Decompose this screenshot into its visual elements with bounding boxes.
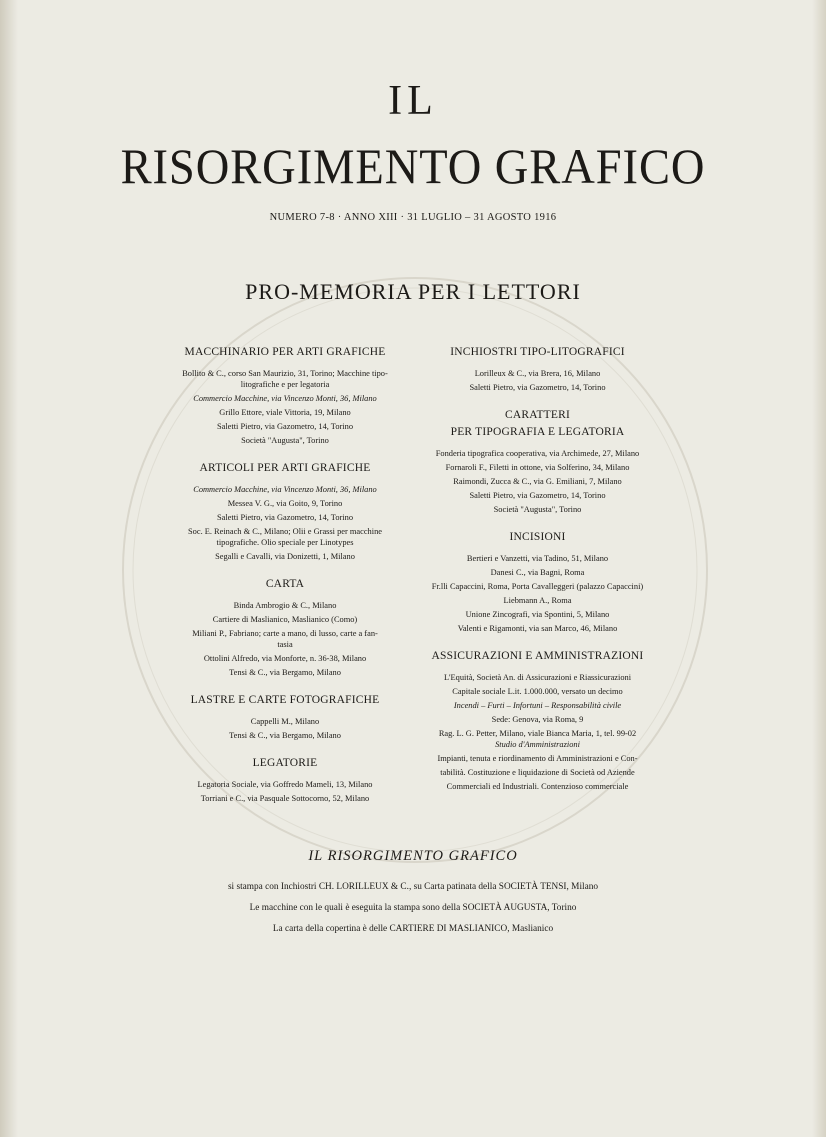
entry: Tensi & C., via Bergamo, Milano xyxy=(229,731,341,740)
entry: Fr.lli Capaccini, Roma, Porta Cavalleggeri (palazzo Capaccini) xyxy=(431,582,644,591)
entry: Messea V. G., via Goito, 9, Torino xyxy=(227,499,343,508)
entry: Torriani e C., via Pasquale Sottocorno, 52, Milano xyxy=(200,794,370,803)
entry: Cartiere di Maslianico, Maslianico (Como) xyxy=(212,615,358,624)
imprint-title: IL RISORGIMENTO GRAFICO xyxy=(308,848,518,864)
entry: Binda Ambrogio & C., Milano xyxy=(233,601,337,610)
entry: Fornaroli F., Filetti in ottone, via Solferino, 34, Milano xyxy=(445,463,630,472)
entry: Bertieri e Vanzetti, via Tadino, 51, Milano xyxy=(466,554,609,563)
entry: Soc. E. Reinach & C., Milano; Olii e Grassi per macchine xyxy=(188,527,382,536)
section-heading: ARTICOLI PER ARTI GRAFICHE xyxy=(199,462,371,474)
entry: Saletti Pietro, via Gazometro, 14, Torino xyxy=(469,383,606,392)
entry: Legatoria Sociale, via Goffredo Mameli, 13, Milano xyxy=(197,780,373,789)
entry: Miliani P., Fabriano; carte a mano, di lusso, carte a fan- xyxy=(192,629,378,638)
entry: Grillo Ettore, viale Vittoria, 19, Milano xyxy=(219,408,351,417)
entry: Bollito & C., corso San Maurizio, 31, Torino; Macchine tipo- xyxy=(182,369,388,378)
entry: Saletti Pietro, via Gazometro, 14, Torino xyxy=(216,422,354,431)
entry: tipografiche. Olio speciale per Linotypes xyxy=(216,538,354,547)
entry: Valenti e Rigamonti, via san Marco, 46, Milano xyxy=(457,624,618,633)
entry: Commercio Macchine, via Vincenzo Monti, 36, Milano xyxy=(193,485,377,494)
page-edge-left xyxy=(0,0,18,1137)
right-column xyxy=(405,345,670,794)
colophon-line: si stampa con Inchiostri CH. LORILLEUX & C., su Carta patinata della SOCIETÀ TENSI, Milano xyxy=(227,882,599,892)
section-heading: INCISIONI xyxy=(509,531,566,543)
entry: Danesi C., via Bagni, Roma xyxy=(490,568,585,577)
entry: Commerciali ed Industriali. Contenzioso commerciale xyxy=(446,782,629,791)
section-heading: LASTRE E CARTE FOTOGRAFICHE xyxy=(190,694,380,706)
entry: Segalli e Cavalli, via Donizetti, 1, Milano xyxy=(215,552,355,561)
entry: Impianti, tenuta e riordinamento di Amministrazioni e Con- xyxy=(437,754,638,763)
entry: Rag. L. G. Petter, Milano, viale Bianca Maria, 1, tel. 99-02 xyxy=(438,729,637,738)
issue-line: NUMERO 7-8 · ANNO XIII · 31 LUGLIO – 31 AGOSTO 1916 xyxy=(269,212,557,223)
title-article: IL xyxy=(388,78,438,124)
section-heading: MACCHINARIO PER ARTI GRAFICHE xyxy=(184,346,386,358)
entry: Raimondi, Zucca & C., via G. Emiliani, 7, Milano xyxy=(453,477,622,486)
colophon-line: La carta della copertina è delle CARTIERE DI MASLIANICO, Maslianico xyxy=(272,924,554,934)
page-edge-right xyxy=(812,0,826,1137)
entry: Commercio Macchine, via Vincenzo Monti, 36, Milano xyxy=(193,394,377,403)
entry: Sede: Genova, via Roma, 9 xyxy=(491,715,584,724)
entry: Fonderia tipografica cooperativa, via Archimede, 27, Milano xyxy=(435,449,640,458)
entry: Società "Augusta", Torino xyxy=(493,505,582,514)
entry: Saletti Pietro, via Gazometro, 14, Torino xyxy=(216,513,354,522)
entry: litografiche e per legatoria xyxy=(240,380,330,389)
entry: Tensi & C., via Bergamo, Milano xyxy=(229,668,341,677)
colophon-line: Le macchine con le quali è eseguita la stampa sono della SOCIETÀ AUGUSTA, Torino xyxy=(249,903,577,913)
section-heading: LEGATORIE xyxy=(252,757,318,769)
section-heading: ASSICURAZIONI E AMMINISTRAZIONI xyxy=(431,650,644,662)
entry: Ottolini Alfredo, via Monforte, n. 36-38, Milano xyxy=(203,654,367,663)
promemoria-heading: PRO-MEMORIA PER I LETTORI xyxy=(245,279,581,304)
entry: Saletti Pietro, via Gazometro, 14, Torino xyxy=(469,491,606,500)
entry: Capitale sociale L.it. 1.000.000, versato un decimo xyxy=(452,687,623,696)
journal-title: RISORGIMENTO GRAFICO xyxy=(120,138,706,194)
entry: Incendi – Furti – Infortuni – Responsabilità civile xyxy=(453,701,622,710)
entry: Studio d'Amministrazioni xyxy=(495,740,580,749)
section-subheading: PER TIPOGRAFIA E LEGATORIA xyxy=(450,426,625,438)
left-column xyxy=(135,345,435,806)
entry: tasia xyxy=(277,640,293,649)
entry: Lorilleux & C., via Brera, 16, Milano xyxy=(474,369,601,378)
entry: tabilità. Costituzione e liquidazione di Società od Aziende xyxy=(440,768,635,777)
entry: L'Equità, Società An. di Assicurazioni e Riassicurazioni xyxy=(443,673,632,682)
section-heading: CARTA xyxy=(265,578,305,590)
entry: Unione Zincografi, via Spontini, 5, Milano xyxy=(465,610,610,619)
entry: Società "Augusta", Torino xyxy=(241,436,329,445)
entry: Cappelli M., Milano xyxy=(250,717,320,726)
section-heading: CARATTERI xyxy=(504,409,571,421)
entry: Liebmann A., Roma xyxy=(503,596,572,605)
section-heading: INCHIOSTRI TIPO-LITOGRAFICI xyxy=(450,346,625,358)
